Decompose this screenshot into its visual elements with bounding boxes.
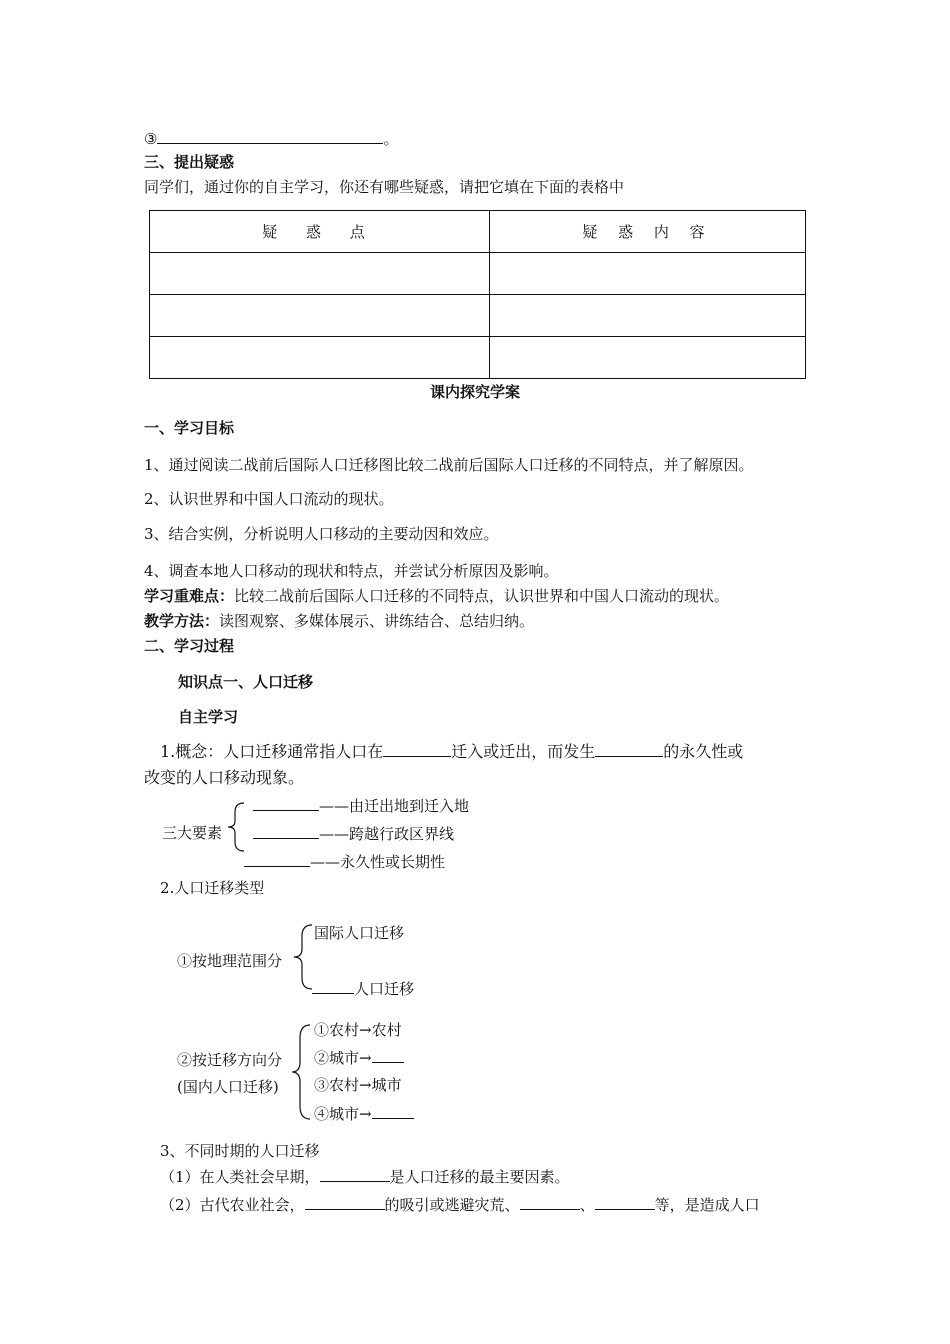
key-points bbox=[144, 586, 729, 606]
blank-geo-domestic[interactable] bbox=[312, 978, 354, 994]
table-cell[interactable] bbox=[150, 253, 490, 295]
blank-period-2a[interactable] bbox=[305, 1194, 385, 1210]
direction-label: ②按迁移方向分 bbox=[177, 1051, 283, 1069]
item-3-marker: ③ bbox=[144, 130, 158, 148]
blank-concept-2[interactable] bbox=[595, 741, 663, 757]
element-1-text: ——由迁出地到迁入地 bbox=[319, 797, 470, 815]
element-2 bbox=[253, 823, 454, 844]
blank-period-2c[interactable] bbox=[595, 1194, 655, 1210]
table-cell[interactable] bbox=[490, 337, 806, 379]
geo-item-domestic-text: 人口迁移 bbox=[354, 980, 415, 998]
concept-line-1 bbox=[160, 741, 743, 762]
goal-2: 2、认识世界和中国人口流动的现状。 bbox=[144, 490, 394, 508]
teaching-method-label: 教学方法： bbox=[144, 612, 220, 630]
periods-heading: 3、不同时期的人口迁移 bbox=[160, 1142, 320, 1160]
key-points-label: 学习重难点： bbox=[144, 587, 235, 605]
key-points-text: 比较二战前后国际人口迁移的不同特点，认识世界和中国人口流动的现状。 bbox=[234, 587, 730, 605]
blank-concept-1[interactable] bbox=[383, 741, 451, 757]
direction-item-4 bbox=[314, 1103, 414, 1124]
geo-brace bbox=[292, 924, 314, 990]
direction-item-2-text: ②城市→ bbox=[314, 1049, 372, 1067]
element-3-text: ——永久性或长期性 bbox=[310, 853, 446, 871]
element-2-text: ——跨越行政区界线 bbox=[319, 825, 455, 843]
blank-element-2[interactable] bbox=[253, 823, 319, 839]
direction-item-3: ③农村→城市 bbox=[314, 1076, 402, 1094]
blank-element-3[interactable] bbox=[244, 851, 310, 867]
blank-item-3[interactable] bbox=[157, 128, 383, 144]
item-3-line bbox=[144, 128, 398, 149]
self-study-heading: 自主学习 bbox=[178, 708, 239, 726]
blank-element-1[interactable] bbox=[253, 795, 319, 811]
direction-item-2 bbox=[314, 1047, 404, 1068]
concept-text-1: 1.概念：人口迁移通常指人口在 bbox=[160, 742, 384, 761]
section-3-intro: 同学们，通过你的自主学习，你还有哪些疑惑，请把它填在下面的表格中 bbox=[144, 178, 625, 196]
goal-3: 3、结合实例，分析说明人口移动的主要动因和效应。 bbox=[144, 525, 499, 543]
header-doubt-content: 疑 惑 内 容 bbox=[490, 211, 806, 253]
teaching-method bbox=[144, 611, 534, 631]
table-cell[interactable] bbox=[490, 295, 806, 337]
doubt-table bbox=[149, 210, 806, 379]
section-2-heading: 二、学习过程 bbox=[144, 637, 235, 655]
blank-direction-4[interactable] bbox=[372, 1103, 414, 1119]
section-3-heading: 三、提出疑惑 bbox=[144, 153, 235, 171]
period-1 bbox=[160, 1166, 570, 1187]
period-2-text-c: 、 bbox=[579, 1196, 595, 1214]
blank-period-1[interactable] bbox=[320, 1166, 390, 1182]
geo-item-domestic bbox=[312, 978, 414, 999]
geo-range-label: ①按地理范围分 bbox=[177, 952, 283, 970]
period-1-text-a: （1）在人类社会早期， bbox=[160, 1168, 320, 1186]
concept-text-3: 的永久性或 bbox=[663, 742, 744, 761]
goal-1: 1、通过阅读二战前后国际人口迁移图比较二战前后国际人口迁移的不同特点，并了解原因。 bbox=[144, 456, 754, 474]
page-title: 课内探究学案 bbox=[429, 383, 520, 401]
table-cell[interactable] bbox=[490, 253, 806, 295]
table-cell[interactable] bbox=[150, 337, 490, 379]
period-2 bbox=[160, 1194, 760, 1215]
direction-brace bbox=[290, 1024, 312, 1120]
element-3 bbox=[244, 851, 445, 872]
table-row bbox=[150, 337, 806, 379]
goal-4: 4、调查本地人口移动的现状和特点，并尝试分析原因及影响。 bbox=[144, 562, 559, 580]
types-heading: 2.人口迁移类型 bbox=[160, 879, 265, 897]
table-cell[interactable] bbox=[150, 295, 490, 337]
direction-sublabel: (国内人口迁移) bbox=[177, 1078, 279, 1096]
blank-direction-2[interactable] bbox=[372, 1047, 404, 1063]
concept-line-2: 改变的人口移动现象。 bbox=[144, 768, 305, 787]
period-2-text-d: 等，是造成人口 bbox=[654, 1196, 760, 1214]
teaching-method-text: 读图观察、多媒体展示、讲练结合、总结归纳。 bbox=[219, 612, 535, 630]
concept-text-2: 迁入或迁出，而发生 bbox=[451, 742, 596, 761]
item-3-end: 。 bbox=[383, 130, 399, 148]
blank-period-2b[interactable] bbox=[520, 1194, 580, 1210]
elements-brace bbox=[226, 802, 246, 852]
section-1-heading: 一、学习目标 bbox=[144, 419, 235, 437]
direction-item-1: ①农村→农村 bbox=[314, 1021, 402, 1039]
knowledge-point-1: 知识点一、人口迁移 bbox=[178, 673, 314, 691]
element-1 bbox=[253, 795, 469, 816]
header-doubt-point: 疑 惑 点 bbox=[150, 211, 490, 253]
period-2-text-a: （2）古代农业社会， bbox=[160, 1196, 305, 1214]
period-1-text-b: 是人口迁移的最主要因素。 bbox=[389, 1168, 570, 1186]
geo-item-international: 国际人口迁移 bbox=[314, 924, 405, 942]
table-row bbox=[150, 295, 806, 337]
direction-item-4-text: ④城市→ bbox=[314, 1105, 372, 1123]
three-elements-label: 三大要素 bbox=[162, 824, 223, 842]
table-header-row bbox=[150, 211, 806, 253]
table-row bbox=[150, 253, 806, 295]
period-2-text-b: 的吸引或逃避灾荒、 bbox=[384, 1196, 520, 1214]
